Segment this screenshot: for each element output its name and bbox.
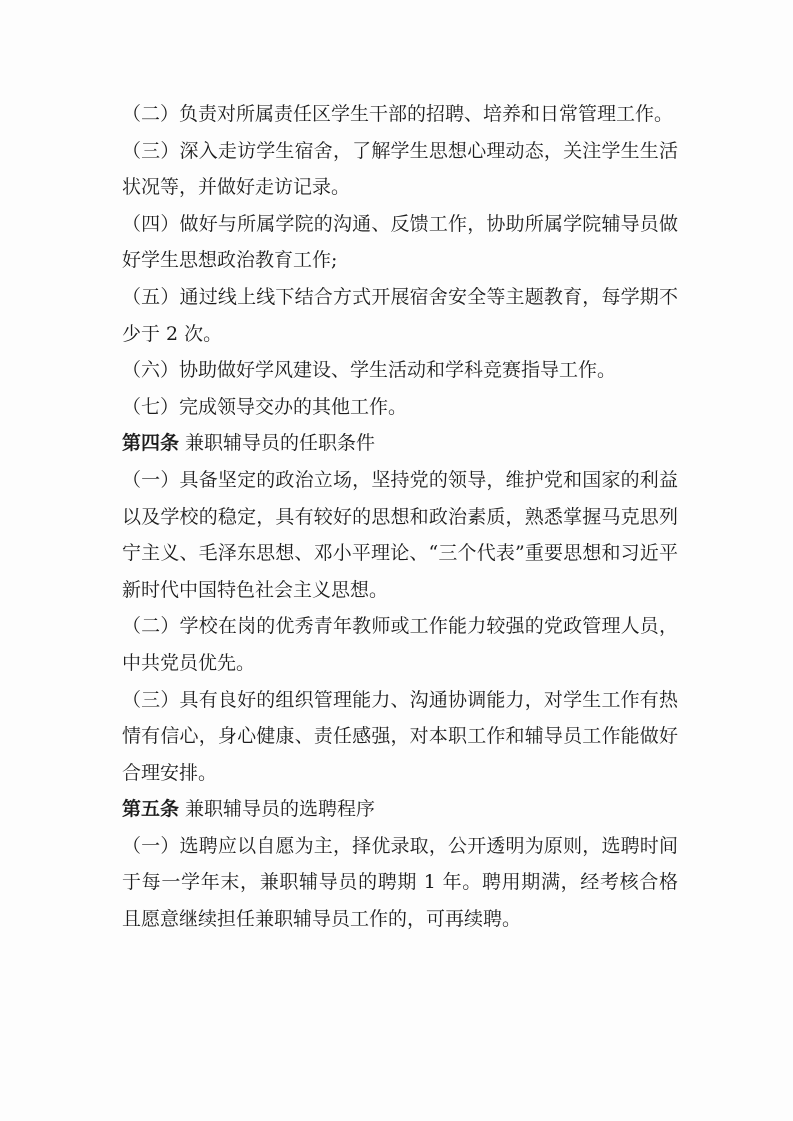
item-responsibility-6: （六）协助做好学风建设、学生活动和学科竞赛指导工作。 — [122, 359, 617, 382]
article-4-title: 兼职辅导员的任职条件 — [179, 432, 376, 455]
article-4-number: 第四条 — [122, 432, 180, 455]
article-4-item-1: （一）具备坚定的政治立场，坚持党的领导，维护党和国家的利益以及学校的稳定，具有较好的思想和政治素质，熟悉掌握马克思列宁主义、毛泽东思想、邓小平理论、“三个代表”重要思想和习近平新时代中国特色社会主义思想。 — [122, 468, 678, 601]
article-4-item-3: （三）具有良好的组织管理能力、沟通协调能力，对学生工作有热情有信心，身心健康、责任感强，对本职工作和辅导员工作能做好合理安排。 — [122, 688, 678, 784]
article-5-item-1: （一）选聘应以自愿为主，择优录取，公开透明为原则，选聘时间于每一学年末，兼职辅导员的聘期 1 年。聘用期满，经考核合格且愿意继续担任兼职辅导员工作的，可再续聘。 — [122, 834, 678, 931]
document-body — [122, 96, 678, 938]
article-4-heading — [122, 425, 678, 462]
article-4-item-2: （二）学校在岗的优秀青年教师或工作能力较强的党政管理人员，中共党员优先。 — [122, 615, 678, 674]
item-responsibility-2: （二）负责对所属责任区学生干部的招聘、培养和日常管理工作。 — [122, 103, 674, 125]
item-responsibility-5: （五）通过线上线下结合方式开展宿舍安全等主题教育，每学期不少于 2 次。 — [122, 285, 678, 345]
item-responsibility-4: （四）做好与所属学院的沟通、反馈工作，协助所属学院辅导员做好学生思想政治教育工作; — [122, 212, 678, 272]
article-5-number: 第五条 — [122, 798, 180, 821]
article-5-title: 兼职辅导员的选聘程序 — [179, 798, 376, 821]
article-5-heading — [122, 791, 678, 828]
item-responsibility-3: （三）深入走访学生宿舍，了解学生思想心理动态，关注学生生活状况等，并做好走访记录。 — [122, 139, 678, 199]
item-responsibility-7: （七）完成领导交办的其他工作。 — [122, 395, 408, 418]
